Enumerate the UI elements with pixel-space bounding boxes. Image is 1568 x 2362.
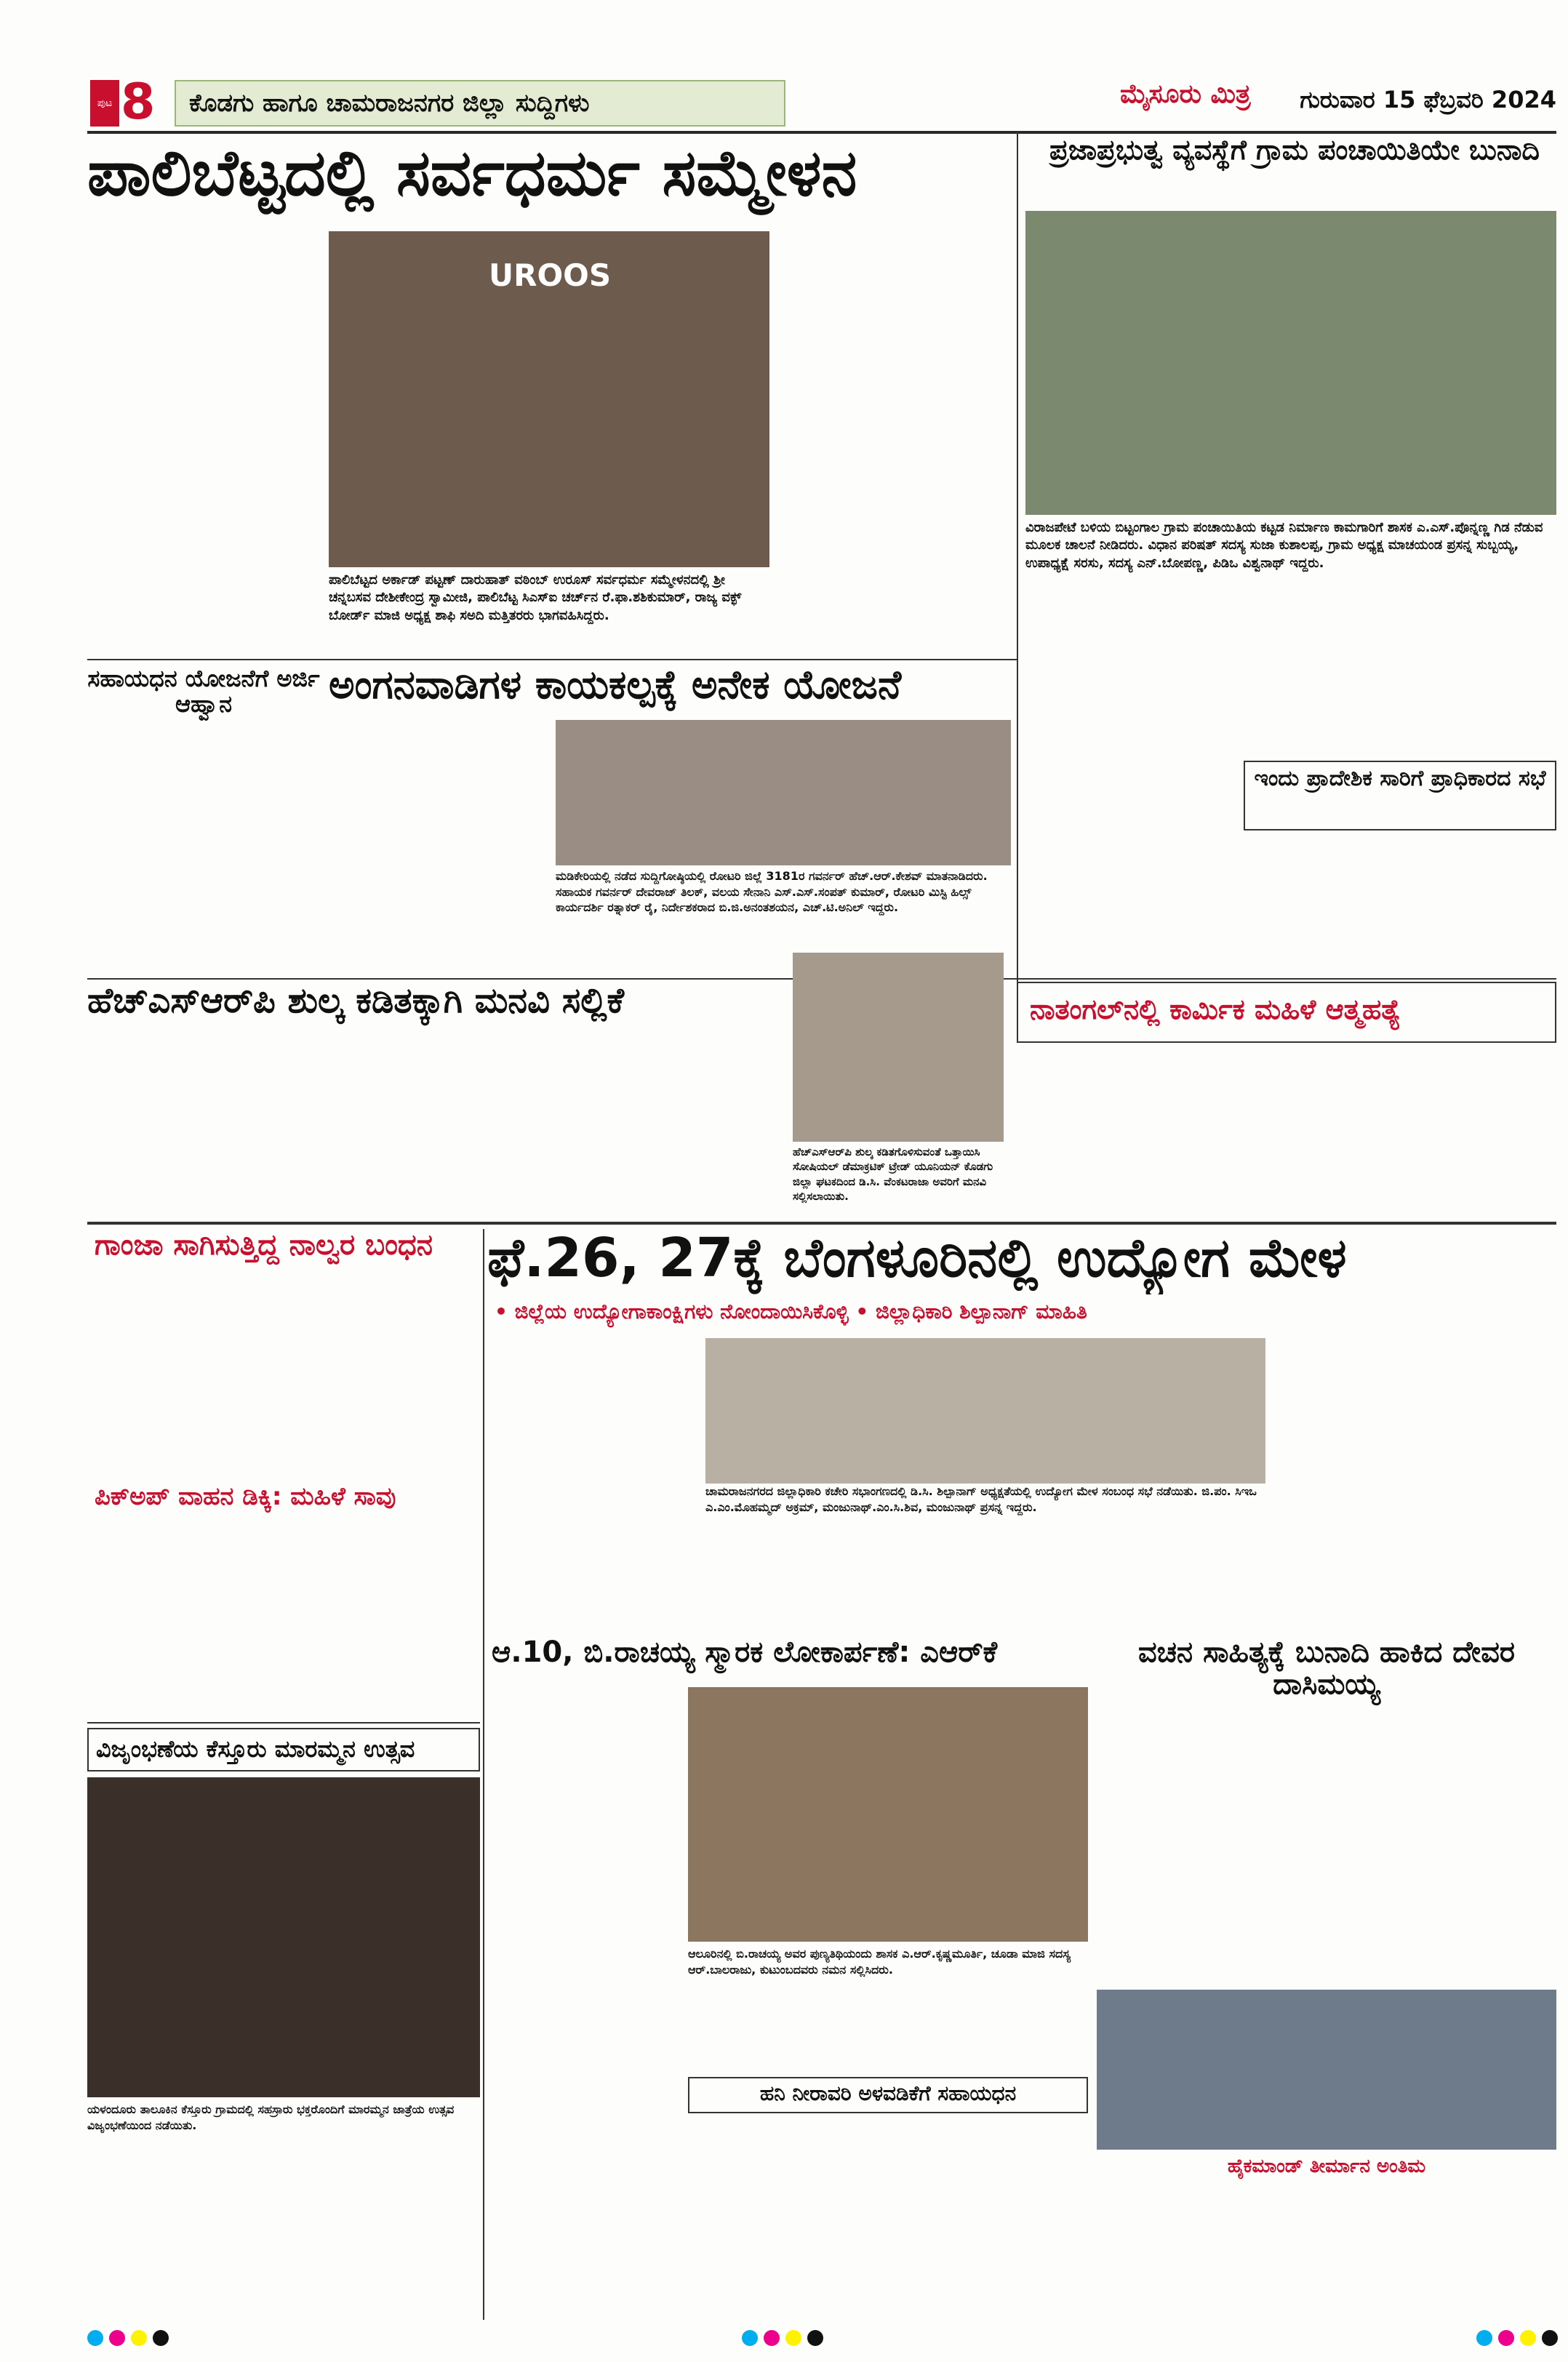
divider <box>483 1229 484 2320</box>
registration-dot <box>1520 2330 1536 2346</box>
registration-dot <box>742 2330 758 2346</box>
photo-a13 <box>87 1777 480 2097</box>
registration-dot <box>153 2330 169 2346</box>
photo-a11 <box>688 1687 1088 1942</box>
divider <box>87 1222 1556 1225</box>
photo-a4 <box>556 720 1011 865</box>
article-a4-body <box>329 720 547 974</box>
article-a9-body <box>487 1338 698 1484</box>
page-number: 8 <box>121 73 156 131</box>
caption-a13: ಯಳಂದೂರು ತಾಲೂಕಿನ ಕೆಸ್ತೂರು ಗ್ರಾಮದಲ್ಲಿ ಸಹಸ್ರಾರು ಭಕ್ತರೊಂದಿಗೆ ಮಾರಮ್ಮನ ಜಾತ್ರೆಯ ಉತ್ಸವ ವಿಜೃಂಭಣೆಯಿಂದ ನಡೆಯಿತು. <box>87 2102 455 2132</box>
divider <box>1017 131 1018 989</box>
article-a1-body <box>87 233 320 654</box>
photo-a2 <box>1025 211 1556 515</box>
headline-a1: ಪಾಲಿಬೆಟ್ಟದಲ್ಲಿ ಸರ್ವಧರ್ಮ ಸಮ್ಮೇಳನ <box>87 138 857 210</box>
caption-a6: ಹೆಚ್‌ಎಸ್‌ಆರ್‌ಪಿ ಶುಲ್ಕ ಕಡಿತಗೊಳಿಸುವಂತೆ ಒತ್ತಾಯಿಸಿ ಸೋಷಿಯಲ್ ಡೆಮಾಕ್ರಟಿಕ್ ಟ್ರೇಡ್ ಯೂನಿಯನ್ ಕೊಡಗು ಜಿಲ್ಲಾ ಘಟಕದಿಂದ ಡಿ.ಸಿ. ವೆಂಕಟರಾಜಾ ಅವರಿಗೆ ಮನವಿ ಸಲ್ಲಿಸಲಾಯಿತು. <box>793 1145 993 1203</box>
registration-dot <box>87 2330 103 2346</box>
registration-dot <box>131 2330 147 2346</box>
caption-a2: ವಿರಾಜಪೇಟೆ ಬಳಿಯ ಬಿಟ್ಟಂಗಾಲ ಗ್ರಾಮ ಪಂಚಾಯಿತಿಯ ಕಟ್ಟಡ ನಿರ್ಮಾಣ ಕಾಮಗಾರಿಗೆ ಶಾಸಕ ಎ.ಎಸ್.ಪೊನ್ನಣ್ಣ ಗಿಡ ನೆಡುವ ಮೂಲಕ ಚಾಲನೆ ನೀಡಿದರು. ವಿಧಾನ ಪರಿಷತ್ ಸದಸ್ಯ ಸುಜಾ ಕುಶಾಲಪ್ಪ, ಗ್ರಾಮ ಅಧ್ಯಕ್ಷ ಮಾಚಯಂಡ ಪ್ರಸನ್ನ ಸುಬ್ಬಯ್ಯ, ಉಪಾಧ್ಯಕ್ಷೆ ಸರಸು, ಸದಸ್ಯ ಎನ್.ಬೋಪಣ್ಣ, ಪಿಡಿಒ ವಿಶ್ವನಾಥ್ ಇದ್ದರು. <box>1025 520 1543 571</box>
article-a1-body-2 <box>778 233 1011 654</box>
registration-dot <box>1498 2330 1514 2346</box>
article-a5-body <box>1244 836 1556 974</box>
paper-logo: ಮೈಸೂರು ಮಿತ್ರ <box>1120 79 1251 109</box>
registration-dot <box>785 2330 801 2346</box>
headline-a4: ಅಂಗನವಾಡಿಗಳ ಕಾಯಕಲ್ಪಕ್ಕೆ ಅನೇಕ ಯೋಜನೆ <box>329 663 902 708</box>
headline-a7: ನಾತಂಗಲ್‌ನಲ್ಲಿ ಕಾರ್ಮಿಕ ಮಹಿಳೆ ಆತ್ಮಹತ್ಯೆ <box>1017 982 1556 1043</box>
headline-a6: ಹೆಚ್‌ಎಸ್‌ಆರ್‌ಪಿ ಶುಲ್ಕ ಕಡಿತಕ್ಕಾಗಿ ಮನವಿ ಸಲ್ಲಿಕೆ <box>87 982 625 1021</box>
article-a3-body <box>87 734 320 974</box>
registration-dot <box>764 2330 780 2346</box>
headline-a13: ವಿಜೃಂಭಣೆಯ ಕೆಸ್ತೂರು ಮಾರಮ್ಮನ ಉತ್ಸವ <box>87 1728 480 1772</box>
registration-dot <box>807 2330 823 2346</box>
headline-a8: ಗಾಂಜಾ ಸಾಗಿಸುತ್ತಿದ್ದ ನಾಲ್ವರ ಬಂಧನ <box>95 1229 433 1262</box>
registration-dot <box>109 2330 125 2346</box>
caption-title-a15: ಹೈಕಮಾಂಡ್ ತೀರ್ಮಾನ ಅಂತಿಮ <box>1227 2155 1426 2177</box>
header-rule <box>87 131 1556 134</box>
headline-a2: ಪ್ರಜಾಪ್ರಭುತ್ವ ವ್ಯವಸ್ಥೆಗೆ ಗ್ರಾಮ ಪಂಚಾಯಿತಿಯೇ ಬುನಾದಿ <box>1049 135 1540 166</box>
article-a11-body <box>492 1687 681 2073</box>
article-a14-body <box>688 2118 1088 2308</box>
article-a7-body <box>1025 1047 1556 1214</box>
photo-a1 <box>329 231 769 567</box>
article-a11-body-2 <box>688 2007 1088 2073</box>
article-a8-body <box>87 1273 480 1476</box>
photo-a9 <box>705 1338 1265 1484</box>
article-a10-body <box>87 1527 480 1716</box>
article-a13-body <box>87 2155 480 2308</box>
headline-a10: ಪಿಕ್‌ಅಪ್ ವಾಹನ ಡಿಕ್ಕಿ: ಮಹಿಳೆ ಸಾವು <box>95 1484 396 1511</box>
photo-a12 <box>1097 1990 1556 2150</box>
divider <box>87 1722 480 1724</box>
article-a9-body-2 <box>1273 1338 1556 1644</box>
headline-a11: ಆ.10, ಬಿ.ರಾಚಯ್ಯ ಸ್ಮಾರಕ ಲೋಕಾರ್ಪಣೆ: ಎಆರ್‌ಕೆ <box>492 1636 998 1669</box>
page-label: ಪುಟ <box>90 80 119 127</box>
headline-a9: ಫೆ.26, 27ಕ್ಕೆ ಬೆಂಗಳೂರಿನಲ್ಲಿ ಉದ್ಯೋಗ ಮೇಳ <box>487 1229 1347 1289</box>
caption-a4: ಮಡಿಕೇರಿಯಲ್ಲಿ ನಡೆದ ಸುದ್ದಿಗೋಷ್ಠಿಯಲ್ಲಿ ರೋಟರಿ ಜಿಲ್ಲೆ 3181ರ ಗವರ್ನರ್ ಹೆಚ್.ಆರ್.ಕೇಶವ್ ಮಾತನಾಡಿದರು. ಸಹಾಯಕ ಗವರ್ನರ್ ದೇವರಾಜ್ ತಿಲಕ್, ವಲಯ ಸೇನಾನಿ ಎಸ್.ಎಸ್.ಸಂಪತ್ ಕುಮಾರ್, ರೋಟರಿ ಮಿಸ್ಟಿ ಹಿಲ್ಸ್ ಕಾರ್ಯದರ್ಶಿ ರತ್ನಾಕರ್ ರೈ, ನಿರ್ದೇಶಕರಾದ ಬಿ.ಜಿ.ಅನಂತಶಯನ, ಎಚ್.ಟಿ.ಅನಿಲ್ ಇದ್ದರು. <box>556 869 988 915</box>
registration-dot <box>1542 2330 1558 2346</box>
photo-a6 <box>793 953 1004 1142</box>
article-a15-body <box>1097 2185 1556 2308</box>
caption-a1: ಪಾಲಿಬೆಟ್ಟದ ಅರ್ಕಾಡ್ ಪಟ್ಟಣ್ ದಾರುಹಾತ್ ವಠಿಂಬ್ ಉರೂಸ್ ಸರ್ವಧರ್ಮ ಸಮ್ಮೇಳನದಲ್ಲಿ ಶ್ರೀ ಚನ್ನಬಸವ ದೇಶೀಕೇಂದ್ರ ಸ್ವಾಮೀಜಿ, ಪಾಲಿಬೆಟ್ಟ ಸಿಎಸ್‌ಐ ಚರ್ಚ್‌ನ ರೆ.ಫಾ.ಶಶಿಕುಮಾರ್, ರಾಜ್ಯ ವಕ್ಫ್ ಬೋರ್ಡ್ ಮಾಜಿ ಅಧ್ಯಕ್ಷ ಶಾಫಿ ಸಅದಿ ಮತ್ತಿತರರು ಭಾಗವಹಿಸಿದ್ದರು. <box>329 572 742 623</box>
photo-a1-text: UROOS <box>489 257 612 293</box>
caption-a9: ಚಾಮರಾಜನಗರದ ಜಿಲ್ಲಾಧಿಕಾರಿ ಕಚೇರಿ ಸಭಾಂಗಣದಲ್ಲಿ ಡಿ.ಸಿ. ಶಿಲ್ಪಾನಾಗ್ ಅಧ್ಯಕ್ಷತೆಯಲ್ಲಿ ಉದ್ಯೋಗ ಮೇಳ ಸಂಬಂಧ ಸಭೆ ನಡೆಯಿತು. ಜಿ.ಪಂ. ಸಿಇಒ ಎ.ಎಂ.ಮೊಹಮ್ಮದ್ ಅಕ್ರಮ್, ಮಂಜುನಾಥ್.ಎಂ.ಸಿ.ಶಿವ, ಮಂಜುನಾಥ್ ಪ್ರಸನ್ನ ಇದ್ದರು. <box>705 1484 1257 1514</box>
headline-a12: ವಚನ ಸಾಹಿತ್ಯಕ್ಕೆ ಬುನಾದಿ ಹಾಕಿದ ದೇವರ ದಾಸಿಮಯ್ಯ <box>1137 1636 1516 1701</box>
registration-dot <box>1476 2330 1492 2346</box>
headline-a5: ಇಂದು ಪ್ರಾದೇಶಿಕ ಸಾರಿಗೆ ಪ್ರಾಧಿಕಾರದ ಸಭೆ <box>1244 761 1556 830</box>
section-title: ಕೊಡಗು ಹಾಗೂ ಚಾಮರಾಜನಗರ ಜಿಲ್ಲಾ ಸುದ್ದಿಗಳು <box>175 80 785 127</box>
article-a6-body <box>87 1033 785 1214</box>
headline-a14: ಹನಿ ನೀರಾವರಿ ಅಳವಡಿಕೆಗೆ ಸಹಾಯಧನ <box>688 2077 1088 2113</box>
headline-a3: ಸಹಾಯಧನ ಯೋಜನೆಗೆ ಅರ್ಜಿ ಆಹ್ವಾನ <box>87 666 320 718</box>
caption-a11: ಆಲೂರಿನಲ್ಲಿ ಬಿ.ರಾಚಯ್ಯ ಅವರ ಪುಣ್ಯತಿಥಿಯಂದು ಶಾಸಕ ಎ.ಆರ್.ಕೃಷ್ಣಮೂರ್ತಿ, ಚೂಡಾ ಮಾಜಿ ಸದಸ್ಯ ಆರ್.ಬಾಲರಾಜು, ಕುಟುಂಬದವರು ನಮನ ಸಲ್ಲಿಸಿದರು. <box>688 1947 1071 1977</box>
subhead-a9: • ಜಿಲ್ಲೆಯ ಉದ್ಯೋಗಾಕಾಂಕ್ಷಿಗಳು ನೋಂದಾಯಿಸಿಕೊಳ್ಳಿ • ಜಿಲ್ಲಾಧಿಕಾರಿ ಶಿಲ್ಪಾನಾಗ್ ಮಾಹಿತಿ <box>495 1300 1087 1324</box>
article-a12-body <box>1097 1713 1556 1982</box>
divider <box>87 659 1017 660</box>
issue-date: ಗುರುವಾರ 15 ಫೆಬ್ರವರಿ 2024 <box>1300 86 1556 113</box>
